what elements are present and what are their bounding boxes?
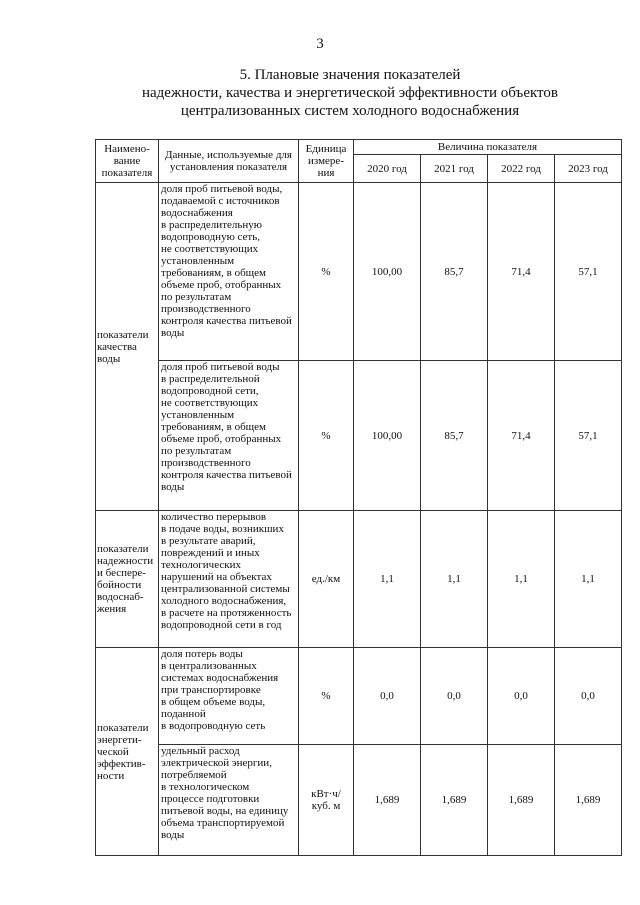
value-2021: 85,7 (421, 183, 488, 361)
value-2020: 1,689 (354, 745, 421, 856)
value-2022: 1,1 (488, 511, 555, 648)
header-year: 2023 год (555, 155, 622, 183)
value-2021: 0,0 (421, 648, 488, 745)
value-2023: 0,0 (555, 648, 622, 745)
value-2022: 71,4 (488, 361, 555, 511)
value-2020: 1,1 (354, 511, 421, 648)
indicator-name: показатели надежности и беспере- бойности водоснаб- жения (96, 511, 159, 648)
header-name: Наимено- вание показателя (96, 140, 159, 183)
page-number: 3 (316, 36, 324, 52)
value-2020: 0,0 (354, 648, 421, 745)
table-row (96, 648, 622, 745)
indicator-unit: % (299, 648, 354, 745)
header-year: 2020 год (354, 155, 421, 183)
indicator-data: доля проб питьевой воды в распределительной водопроводной сети, не соответствующих установленным требованиям, в общем объеме проб, отобранных по результатам производственного контроля качества питьевой воды (159, 361, 299, 511)
indicator-name: показатели энергети- ческой эффектив- ности (96, 648, 159, 856)
value-2022: 71,4 (488, 183, 555, 361)
indicators-table (95, 139, 622, 856)
value-2023: 1,1 (555, 511, 622, 648)
indicator-unit: кВт·ч/ куб. м (299, 745, 354, 856)
header-unit: Единица измере- ния (299, 140, 354, 183)
table-row (96, 183, 622, 361)
table-row (96, 745, 622, 856)
indicator-unit: % (299, 183, 354, 361)
value-2021: 1,1 (421, 511, 488, 648)
value-2023: 57,1 (555, 183, 622, 361)
indicator-data: доля потерь воды в централизованных системах водоснабжения при транспортировке в общем объеме воды, поданной в водопроводную сеть (159, 648, 299, 745)
table-row (96, 361, 622, 511)
section-title (60, 66, 640, 120)
value-2023: 1,689 (555, 745, 622, 856)
indicator-data: доля проб питьевой воды, подаваемой с источников водоснабжения в распределительную водопроводную сеть, не соответствующих установленным требованиям, в общем объеме проб, отобранных по результатам производственного контроля качества питьевой воды (159, 183, 299, 361)
indicator-data: удельный расход электрической энергии, потребляемой в технологическом процессе подготовки питьевой воды, на единицу объема транспортируемой воды (159, 745, 299, 856)
value-2020: 100,00 (354, 183, 421, 361)
indicator-unit: ед./км (299, 511, 354, 648)
value-2022: 0,0 (488, 648, 555, 745)
header-data: Данные, используемые для установления показателя (159, 140, 299, 183)
value-2021: 1,689 (421, 745, 488, 856)
header-year: 2021 год (421, 155, 488, 183)
value-2021: 85,7 (421, 361, 488, 511)
value-2020: 100,00 (354, 361, 421, 511)
title-line: надежности, качества и энергетической эффективности объектов (141, 85, 558, 101)
value-2022: 1,689 (488, 745, 555, 856)
value-2023: 57,1 (555, 361, 622, 511)
header-value-group: Величина показателя (354, 140, 622, 155)
table-row (96, 511, 622, 648)
indicator-data: количество перерывов в подаче воды, возникших в результате аварий, повреждений и иных технологических нарушений на объектах централизованной системы холодного водоснабжения, в расчете на протяженность водопроводной сети в год (159, 511, 299, 648)
title-line: 5. Плановые значения показателей (239, 67, 461, 83)
indicator-unit: % (299, 361, 354, 511)
header-year: 2022 год (488, 155, 555, 183)
title-line: централизованных систем холодного водоснабжения (180, 103, 520, 119)
indicator-name: показатели качества воды (96, 183, 159, 511)
